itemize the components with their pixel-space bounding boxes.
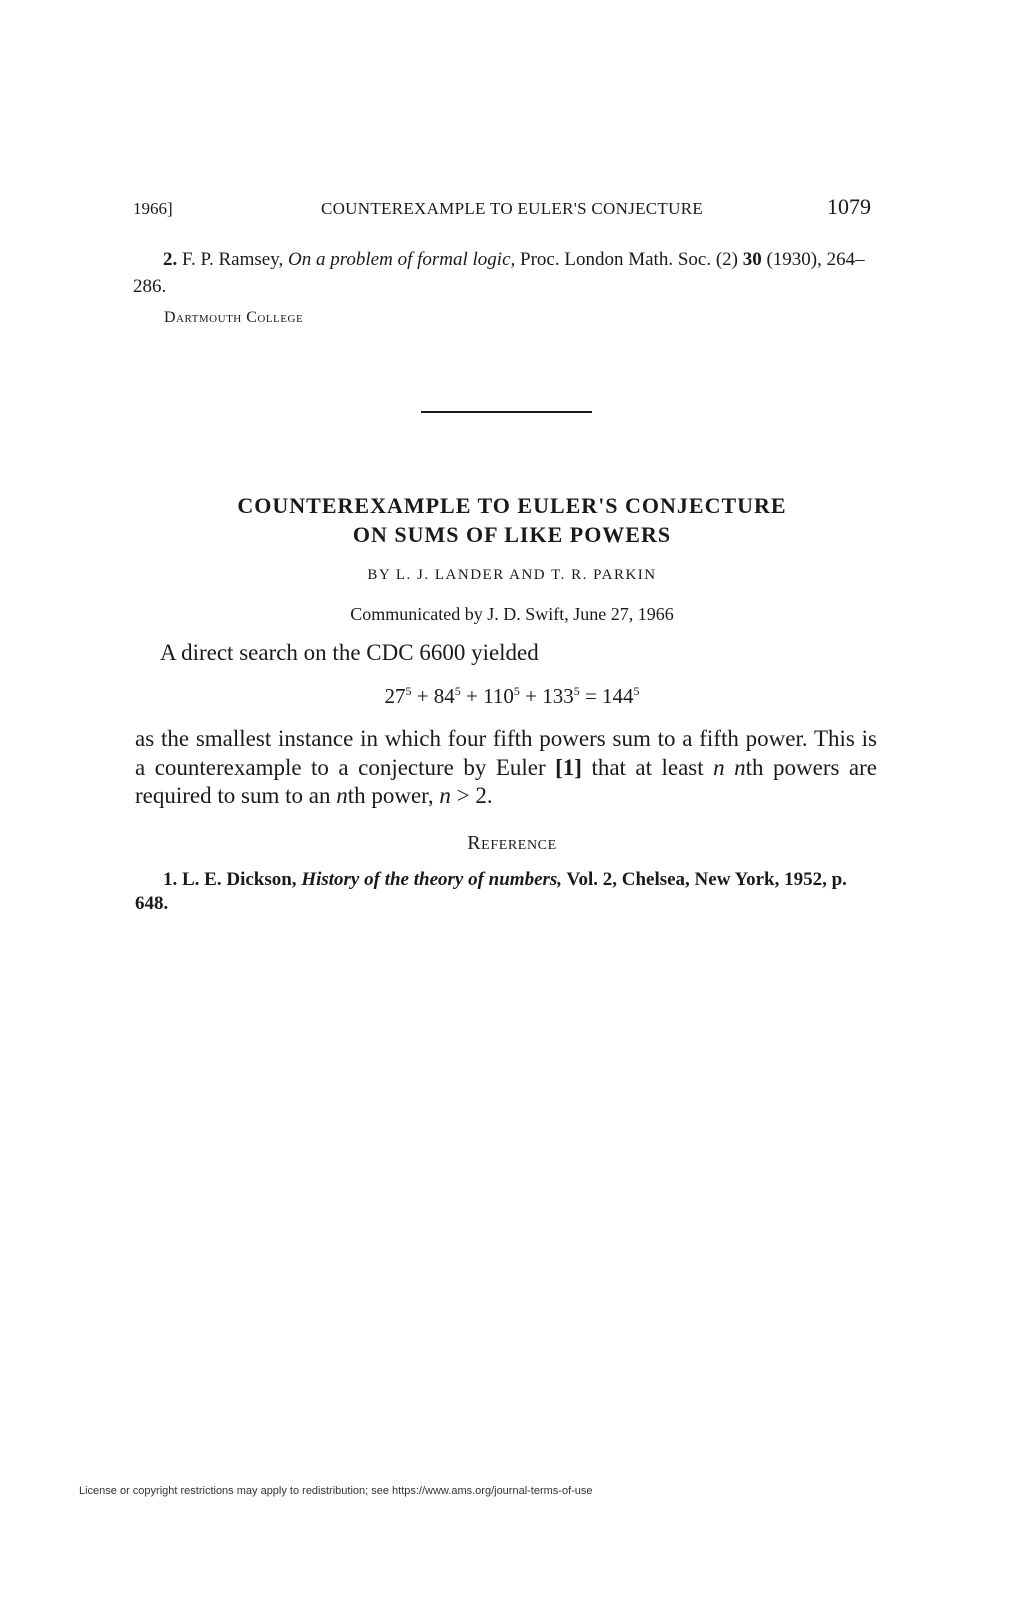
- term-1-exponent: 5: [405, 684, 412, 698]
- body-paragraph: [135, 725, 877, 811]
- term-5-base: 144: [602, 684, 634, 708]
- math-variable: n: [336, 783, 348, 808]
- body-text-part: as the smallest instance in which four fifth powers sum to a fifth power. This is a counterexample to a conjecture by Euler: [135, 726, 877, 780]
- article-title-line-1: COUNTEREXAMPLE TO EULER'S CONJECTURE: [237, 493, 787, 518]
- math-variable: n n: [713, 754, 746, 780]
- plus-sign: +: [460, 684, 484, 708]
- reference-authors: L. E. Dickson,: [182, 869, 297, 890]
- reference-number: 1.: [163, 869, 178, 890]
- plus-sign: +: [411, 684, 434, 708]
- main-equation: [0, 684, 1024, 709]
- term-3-base: 110: [483, 684, 514, 708]
- reference-details: (1930), 264–286.: [133, 249, 865, 297]
- equals-sign: =: [579, 684, 603, 708]
- reference-volume: 30: [742, 249, 762, 270]
- previous-article-reference: [133, 246, 877, 300]
- term-5-exponent: 5: [633, 684, 640, 698]
- term-2-exponent: 5: [454, 684, 461, 698]
- reference-entry: [135, 868, 877, 916]
- term-4-base: 133: [542, 684, 574, 708]
- reference-title: History of the theory of numbers,: [301, 869, 563, 890]
- math-variable: n: [439, 783, 451, 808]
- reference-authors: F. P. Ramsey,: [182, 249, 284, 270]
- intro-sentence: A direct search on the CDC 6600 yielded: [160, 640, 539, 665]
- references-heading: Reference: [467, 832, 557, 854]
- running-head-year: 1966]: [133, 199, 173, 218]
- body-text-part: > 2.: [450, 783, 493, 808]
- section-divider: [421, 411, 592, 413]
- running-head-title: COUNTEREXAMPLE TO EULER'S CONJECTURE: [320, 199, 704, 218]
- term-1-base: 27: [384, 684, 406, 708]
- license-notice: License or copyright restrictions may apply to redistribution; see https://www.ams.org/journal-terms-of-use: [79, 1485, 593, 1497]
- term-3-exponent: 5: [513, 684, 520, 698]
- communicated-by: Communicated by J. D. Swift, June 27, 1966: [350, 604, 674, 624]
- term-4-exponent: 5: [573, 684, 580, 698]
- page-number: 1079: [827, 194, 871, 219]
- citation-link[interactable]: [1]: [555, 754, 582, 780]
- reference-journal: Proc. London Math. Soc. (2): [520, 249, 738, 270]
- term-2-base: 84: [433, 684, 455, 708]
- reference-number: 2.: [163, 249, 178, 270]
- affiliation: Dartmouth College: [164, 309, 304, 326]
- body-text-part: that at least: [581, 754, 714, 780]
- article-title-line-2: ON SUMS OF LIKE POWERS: [352, 522, 672, 547]
- reference-details: Vol. 2, Chelsea, New York, 1952, p. 648.: [135, 869, 847, 914]
- reference-title: On a problem of formal logic,: [287, 249, 516, 270]
- body-text-part: th power,: [347, 783, 440, 808]
- plus-sign: +: [519, 684, 543, 708]
- article-byline: BY L. J. LANDER AND T. R. PARKIN: [367, 567, 657, 583]
- body-text-part: th powers are required to sum to an: [135, 754, 877, 808]
- article-title: [0, 491, 1024, 549]
